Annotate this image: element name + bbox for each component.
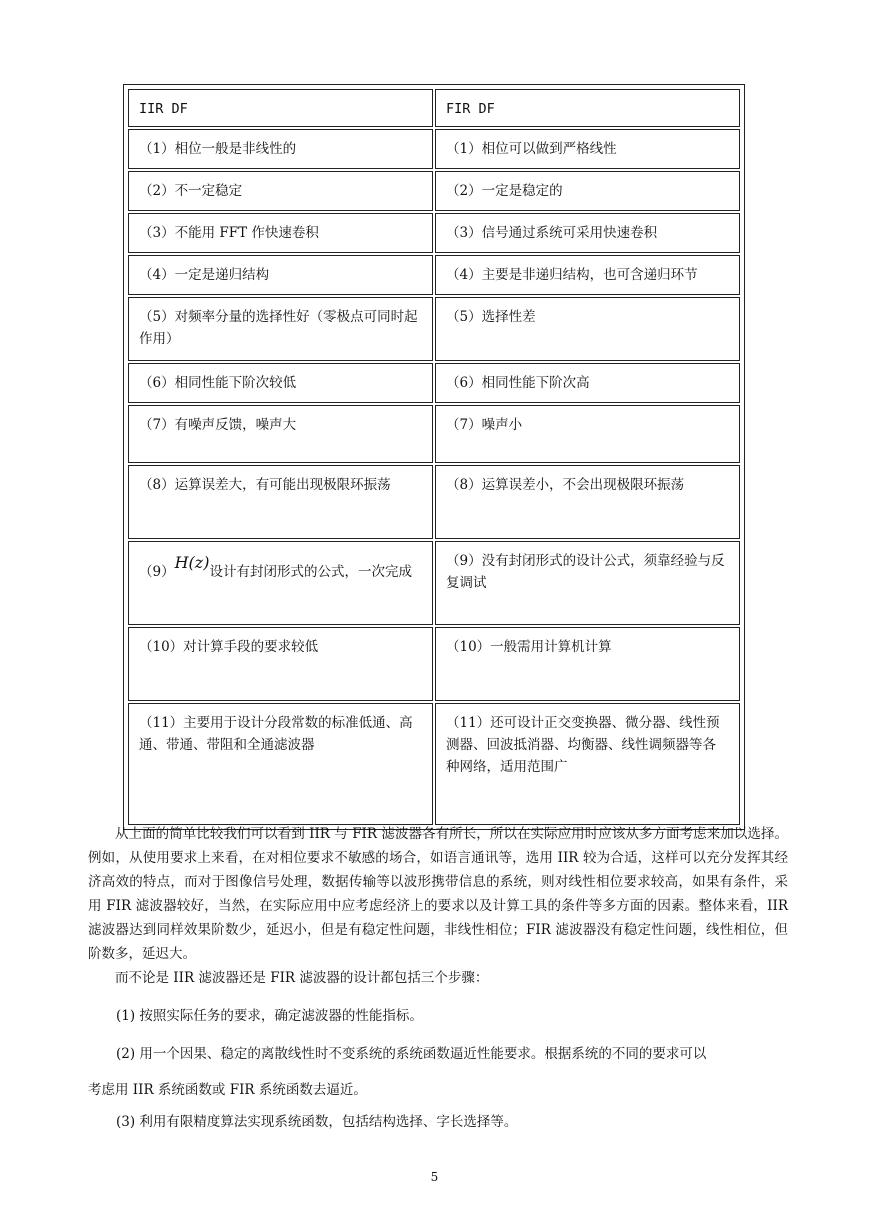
step-2: (2) 用一个因果、稳定的离散线性时不变系统的系统函数逼近性能要求。根据系统的不同的要求可以: [116, 1046, 707, 1062]
iir-cell: （11）主要用于设计分段常数的标准低通、高通、带通、带阻和全通滤波器: [128, 703, 433, 825]
iir-cell: （6）相同性能下阶次较低: [128, 363, 433, 403]
fir-cell: （3）信号通过系统可采用快速卷积: [435, 213, 740, 253]
fir-cell: （4）主要是非递归结构，也可含递归环节: [435, 255, 740, 295]
iir-cell: [128, 541, 433, 625]
table-row: [128, 213, 740, 253]
table-row: [128, 297, 740, 361]
iir-cell: （1）相位一般是非线性的: [128, 129, 433, 169]
table-row: [128, 405, 740, 463]
step-1: (1) 按照实际任务的要求，确定滤波器的性能指标。: [116, 1008, 423, 1024]
header-iir: IIR DF: [128, 89, 433, 127]
step-3: (3) 利用有限精度算法实现系统函数，包括结构选择、字长选择等。: [116, 1114, 518, 1130]
iir-cell: （8）运算误差大，有可能出现极限环振荡: [128, 465, 433, 539]
page-number: 5: [430, 1170, 439, 1184]
table-row: [128, 465, 740, 539]
table-row: [128, 627, 740, 701]
row-text: 设计有封闭形式的公式，一次完成: [209, 564, 412, 580]
iir-cell: （2）不一定稳定: [128, 171, 433, 211]
steps-intro: 而不论是 IIR 滤波器还是 FIR 滤波器的设计都包括三个步骤：: [115, 970, 489, 986]
fir-cell: （7）噪声小: [435, 405, 740, 463]
comparison-table: [123, 84, 745, 830]
fir-cell: （2）一定是稳定的: [435, 171, 740, 211]
table-row: [128, 541, 740, 625]
iir-cell: （4）一定是递归结构: [128, 255, 433, 295]
fir-cell: （10）一般需用计算机计算: [435, 627, 740, 701]
fir-cell: （5）选择性差: [435, 297, 740, 361]
table-row: [128, 171, 740, 211]
table-header-row: [128, 89, 740, 127]
fir-cell: （8）运算误差小，不会出现极限环振荡: [435, 465, 740, 539]
fir-cell: （9）没有封闭形式的设计公式，须靠经验与反复调试: [435, 541, 740, 625]
iir-cell: （3）不能用 FFT 作快速卷积: [128, 213, 433, 253]
transfer-function-formula: H(z): [174, 553, 210, 572]
table-row: [128, 363, 740, 403]
header-fir: FIR DF: [435, 89, 740, 127]
step-2-continued: 考虑用 IIR 系统函数或 FIR 系统函数去逼近。: [88, 1082, 367, 1098]
iir-cell: （5）对频率分量的选择性好（零极点可同时起作用）: [128, 297, 433, 361]
fir-cell: （1）相位可以做到严格线性: [435, 129, 740, 169]
iir-cell: （10）对计算手段的要求较低: [128, 627, 433, 701]
table-row: [128, 129, 740, 169]
table-row: [128, 255, 740, 295]
fir-cell: （11）还可设计正交变换器、微分器、线性预测器、回波抵消器、均衡器、线性调频器等各种网络，适用范围广: [435, 703, 740, 825]
summary-paragraph: 从上面的简单比较我们可以看到 IIR 与 FIR 滤波器各有所长，所以在实际应用时应该从多方面考虑来加以选择。例如，从使用要求上来看，在对相位要求不敏感的场合，如语言通讯等，选用 IIR 较为合适，这样可以充分发挥其经济高效的特点，而对于图像信号处理，数据传输等以波形携带信息的系统，则对线性相位要求较高，如果有条件，采用 FIR 滤波器较好，当然，在实际应用中应考虑经济上的要求以及计算工具的条件等多方面的因素。整体来看，IIR 滤波器达到同样效果阶数少，延迟小，但是有稳定性问题，非线性相位；FIR 滤波器没有稳定性问题，线性相位，但阶数多，延迟大。: [88, 826, 788, 962]
fir-cell: （6）相同性能下阶次高: [435, 363, 740, 403]
table-row: [128, 703, 740, 825]
row-number: （9）: [139, 564, 175, 580]
iir-cell: （7）有噪声反馈，噪声大: [128, 405, 433, 463]
